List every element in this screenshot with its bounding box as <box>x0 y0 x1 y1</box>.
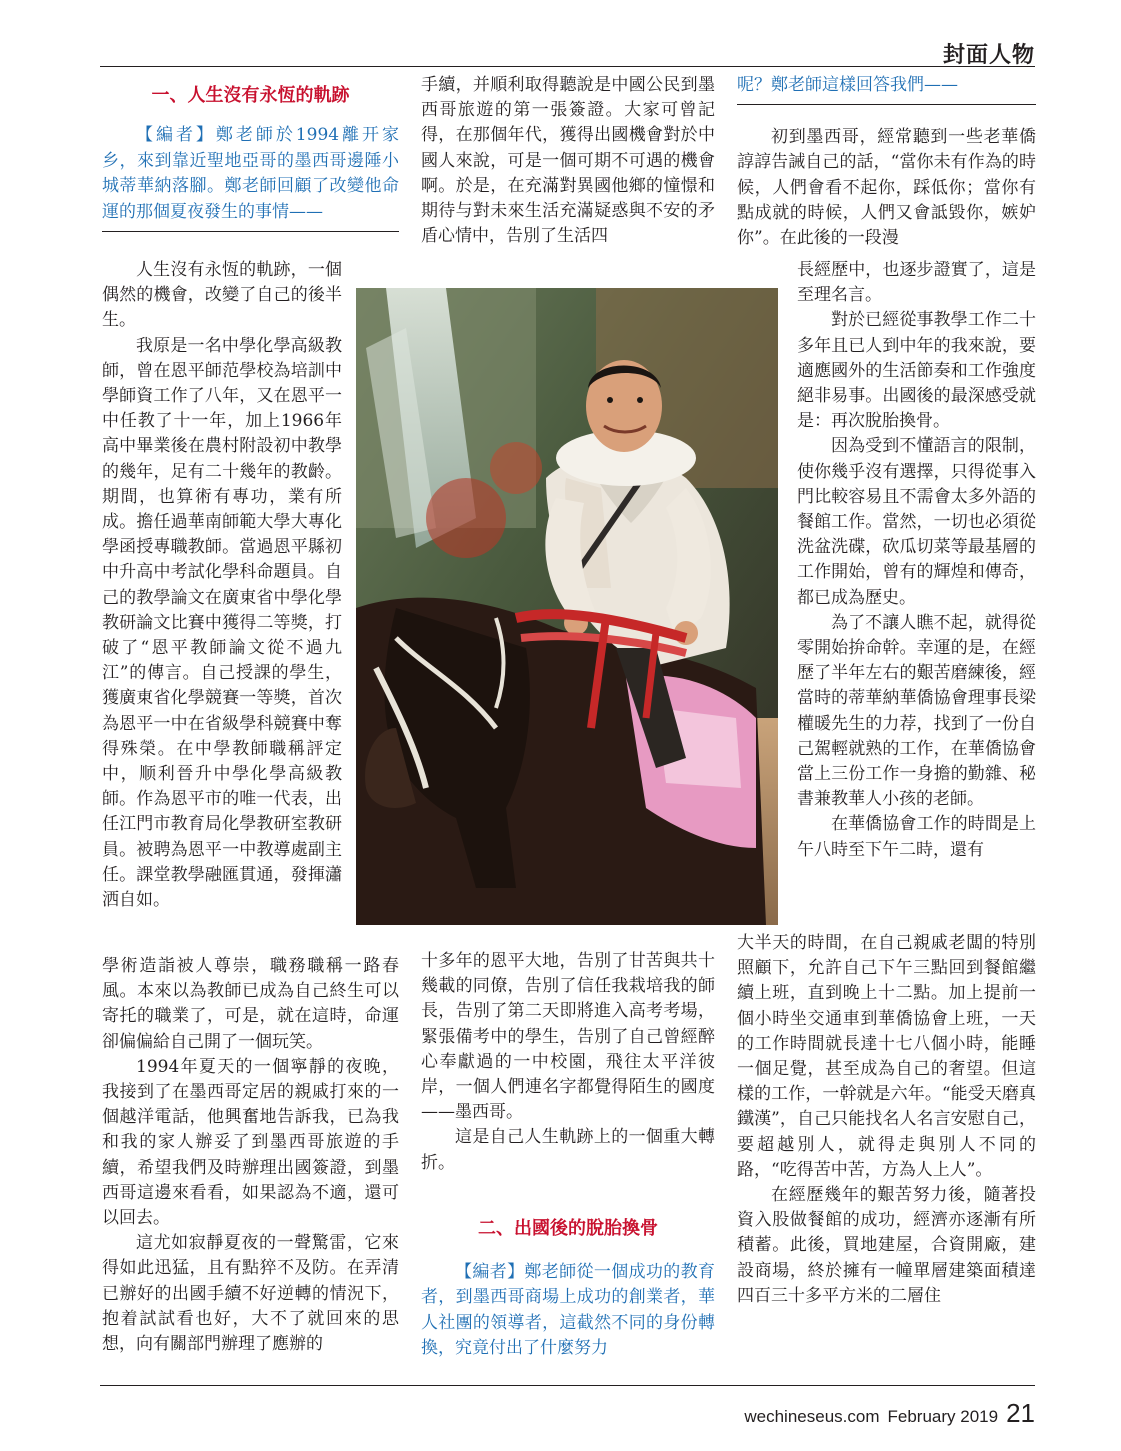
page-footer <box>744 1398 1035 1429</box>
column-1-after <box>102 954 399 1357</box>
editor-note-rule <box>102 231 399 232</box>
column-3-after <box>737 931 1036 1309</box>
paragraph: 十多年的恩平大地，告別了甘苦與共十幾載的同僚，告別了信任我栽培我的師長，告別了第二天即將進入高考考場，緊張備考中的學生，告別了自己曾經醉心奉獻過的一中校園，飛往太平洋彼岸，一個人們連名字都覺得陌生的國度——墨西哥。 <box>421 951 715 1123</box>
top-rule <box>100 66 1035 67</box>
paragraph: 長經歷中，也逐步證實了，這是至理名言。 <box>797 260 1036 306</box>
section-heading-1: 一、人生沒有永恆的軌跡 <box>151 85 350 106</box>
column-2-bottom <box>421 949 715 1362</box>
paragraph: 大半天的時間，在自己親戚老闆的特別照顧下，允許自己下午三點回到餐館繼續上班，直到晚上十二點。加上提前一個小時坐交通車到華僑協會上班，一天的工作時間就長達十七八個小時，能睡一個足覺，甚至成為自己的奢望。但這樣的工作，一幹就是六年。“能受天磨真鐵漢”，自己只能找名人名言安慰自己，要超越別人，就得走與別人不同的路，“吃得苦中苦，方為人上人”。 <box>737 933 1036 1180</box>
paragraph: 手續，并順利取得聽說是中國公民到墨西哥旅遊的第一張簽證。大家可曾記得，在那個年代，獲得出國機會對於中國人來說，可是一個可期不可遇的機會啊。於是，在充滿對異國他鄉的憧憬和期待与對未來生活充滿疑惑與不安的矛盾心情中，告別了生活四 <box>421 75 715 247</box>
footer-issue: February 2019 <box>887 1407 999 1426</box>
paragraph: 初到墨西哥，經常聽到一些老華僑諄諄告誡自己的話，“當你未有作為的時候，人們會看不起你，踩低你；當你有點成就的時候，人們又會詆毀你，嫉妒你”。在此後的一段漫 <box>737 127 1036 249</box>
paragraph: 為了不讓人瞧不起，就得從零開始拚命幹。幸運的是，在經歷了半年左右的艱苦磨練後，經當時的蒂華納華僑協會理事長梁權暖先生的力荐，找到了一份自己駕輕就熟的工作，在華僑協會當上三份工作一身擔的勤雜、秘書兼教華人小孩的老師。 <box>797 612 1036 810</box>
editor-note-1: 【編者】鄭老師於1994離开家乡，來到靠近聖地亞哥的墨西哥邊陲小城蒂華納落腳。鄭老師回顧了改變他命運的那個夏夜發生的事情—— <box>102 125 399 222</box>
paragraph: 對於已經從事教學工作二十多年且已人到中年的我來說，要適應國外的生活節奏和工作強度絕非易事。出國後的最深感受就是：再次脫胎換骨。 <box>797 310 1036 432</box>
section-label: 封面人物 <box>942 42 1035 68</box>
column-3-top <box>737 73 1036 251</box>
section-heading-2: 二、出國後的脫胎換骨 <box>478 1217 658 1239</box>
column-1-header <box>102 83 399 254</box>
paragraph: 因為受到不懂語言的限制，使你幾乎沒有選擇，只得從事入門比較容易且不需會太多外語的餐館工作。當然，一切也必須從洗盆洗碟，砍瓜切菜等最基層的工作開始，曾有的輝煌和傳奇，都已成為歷史。 <box>797 436 1036 608</box>
man-on-horse-photo <box>356 288 778 925</box>
paragraph: 這是自己人生軌跡上的一個重大轉折。 <box>421 1127 715 1173</box>
column-1-wrap <box>102 258 342 913</box>
editor-note-rule-2 <box>737 104 1036 105</box>
cover-photo <box>356 288 778 925</box>
column-3-wrap <box>797 258 1036 863</box>
paragraph: 在華僑協會工作的時間是上午八時至下午二時，還有 <box>797 814 1036 860</box>
editor-note-2-continued: 呢？鄭老師這樣回答我們—— <box>737 75 958 95</box>
footer-site[interactable]: wechineseus.com <box>744 1407 880 1426</box>
editor-note-2: 【編者】鄭老師從一個成功的教育者，到墨西哥商場上成功的創業者，華人社團的領導者，這截然不同的身份轉換，究竟付出了什麼努力 <box>421 1261 715 1359</box>
paragraph: 我原是一名中學化學高級教師，曾在恩平師范學校為培訓中學師資工作了八年，又在恩平一中任教了十一年，加上1966年高中畢業後在農村附設初中教學的幾年，足有二十幾年的教齡。期間，也算術有專功，業有所成。擔任過華南師範大學大專化學函授專職教師。當過恩平縣初中升高中考試化學科命題員。自己的教學論文在廣東省中學化學教研論文比賽中獲得二等獎，打破了“恩平教師論文從不過九江”的傳言。自己授課的學生，獲廣東省化學競賽一等獎，首次為恩平一中在省級學科競賽中奪得殊榮。在中學教師職稱評定中，顺利晉升中學化學高級教師。作為恩平市的唯一代表，出任江門市教育局化學教研室教研員。被聘為恩平一中教導處副主任。課堂教學融匯貫通，發揮瀟洒自如。 <box>102 335 342 911</box>
paragraph: 人生沒有永恆的軌跡，一個偶然的機會，改變了自己的後半生。 <box>102 260 342 331</box>
column-2-top <box>421 73 715 249</box>
paragraph: 在經歷幾年的艱苦努力後，隨著投資入股做餐館的成功，經濟亦逐漸有所積蓄。此後，買地建屋，合資開廠，建設商場，終於擁有一幢單層建築面積達四百三十多平方米的二層住 <box>737 1185 1036 1306</box>
paragraph: 這尤如寂靜夏夜的一聲驚雷，它來得如此迅猛，且有點猝不及防。在弄清已辦好的出國手續不好逆轉的情況下，抱着試試看也好，大不了就回來的思想，向有關部門辦理了應辦的 <box>102 1233 399 1355</box>
bottom-rule <box>100 1385 1035 1386</box>
paragraph: 1994年夏天的一個寧靜的夜晚，我接到了在墨西哥定居的親戚打來的一個越洋電話，他興奮地告訴我，已為我和我的家人辦妥了到墨西哥旅遊的手續，希望我們及時辦理出國簽證，到墨西哥這邊來看看，如果認為不適，還可以回去。 <box>102 1056 399 1229</box>
page-number: 21 <box>1006 1398 1035 1428</box>
paragraph: 學術造詣被人尊崇，職務職稱一路春風。本來以為教師已成為自己終生可以寄托的職業了，可是，就在這時，命運卻偏偏給自己開了一個玩笑。 <box>102 956 399 1052</box>
